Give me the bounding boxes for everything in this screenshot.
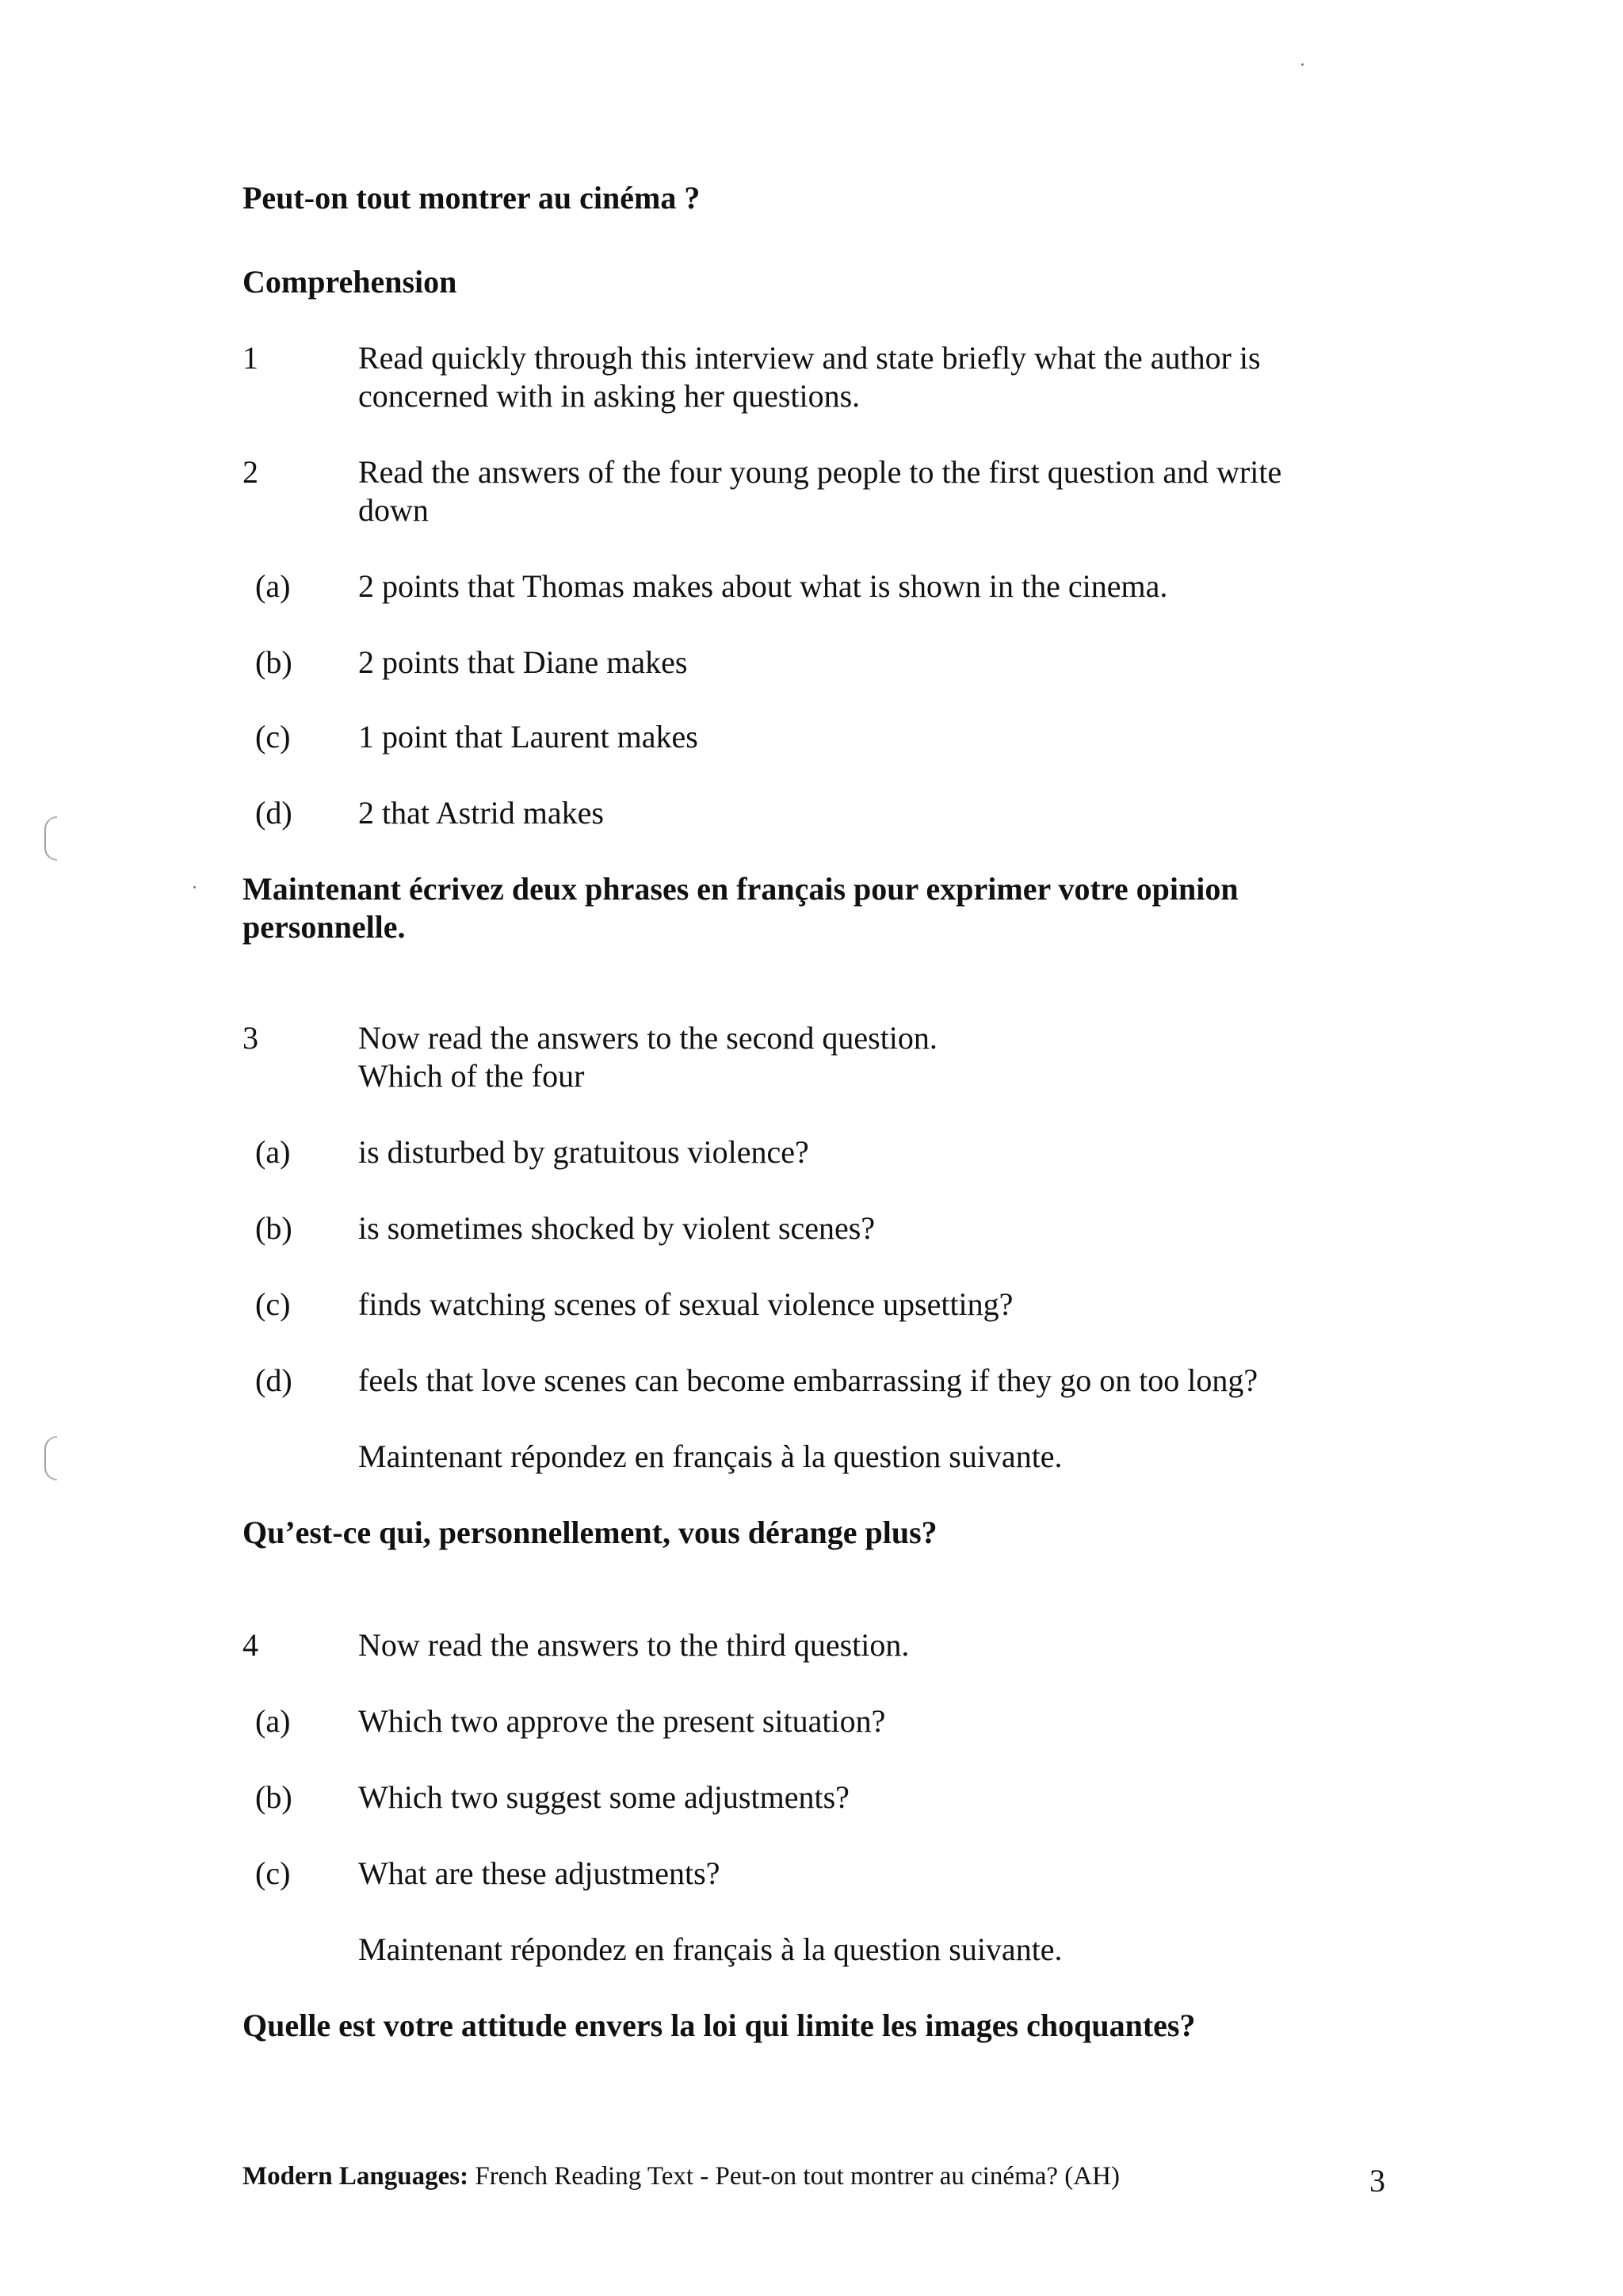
question-4c-text: What are these adjustments? [358,1855,720,1891]
footer-description: French Reading Text - Peut-on tout montrer au cinéma? (AH) [468,2162,1120,2191]
question-4-instruction: Maintenant répondez en français à la question suivante. [358,1931,1063,1967]
question-2a-label: (a) [255,568,291,604]
question-1-number: 1 [242,340,258,376]
question-4b-label: (b) [255,1779,292,1815]
question-3a-label: (a) [255,1134,291,1170]
question-3d-text: feels that love scenes can become embarrassing if they go on too long? [358,1362,1258,1398]
question-3c-text: finds watching scenes of sexual violence upsetting? [358,1286,1014,1322]
question-2c-label: (c) [255,719,291,755]
punch-hole-mark [44,1436,57,1480]
question-3d-label: (d) [255,1362,292,1398]
punch-hole-mark [44,816,57,861]
question-3-text-line2: Which of the four [358,1058,585,1094]
page-number: 3 [1369,2163,1385,2199]
question-4-task: Quelle est votre attitude envers la loi qui limite les images choquantes? [242,2008,1196,2043]
scan-speck [1301,63,1304,66]
question-2a-text: 2 points that Thomas makes about what is shown in the cinema. [358,568,1168,604]
question-2-number: 2 [242,454,258,490]
question-2d-label: (d) [255,795,292,831]
question-2d-text: 2 that Astrid makes [358,795,604,831]
question-4-text: Now read the answers to the third question. [358,1627,910,1663]
question-4a-text: Which two approve the present situation? [358,1703,886,1739]
footer-subject: Modern Languages: [242,2162,469,2191]
question-1-text: Read quickly through this interview and state briefly what the author is concerned with in asking her questions. [358,340,1261,414]
question-3a-text: is disturbed by gratuitous violence? [358,1134,809,1170]
question-4c-label: (c) [255,1855,291,1891]
page-footer [242,2160,1120,2192]
question-2b-text: 2 points that Diane makes [358,644,688,680]
question-2-task: Maintenant écrivez deux phrases en français pour exprimer votre opinion personnelle. [242,871,1239,945]
scan-speck [193,886,196,888]
question-3-text-line1: Now read the answers to the second question. [358,1020,938,1056]
question-2c-text: 1 point that Laurent makes [358,719,698,755]
question-2b-label: (b) [255,644,292,680]
question-3-task: Qu’est-ce qui, personnellement, vous dérange plus? [242,1515,938,1550]
section-heading: Comprehension [242,264,457,300]
question-3c-label: (c) [255,1286,291,1322]
question-4a-label: (a) [255,1703,291,1739]
question-4b-text: Which two suggest some adjustments? [358,1779,850,1815]
question-4-number: 4 [242,1627,258,1663]
question-2-text: Read the answers of the four young people to the first question and write down [358,454,1282,528]
question-3b-text: is sometimes shocked by violent scenes? [358,1210,876,1246]
question-3b-label: (b) [255,1210,292,1246]
question-3-number: 3 [242,1020,258,1056]
document-title: Peut-on tout montrer au cinéma ? [242,180,701,216]
question-3-instruction: Maintenant répondez en français à la question suivante. [358,1438,1063,1474]
